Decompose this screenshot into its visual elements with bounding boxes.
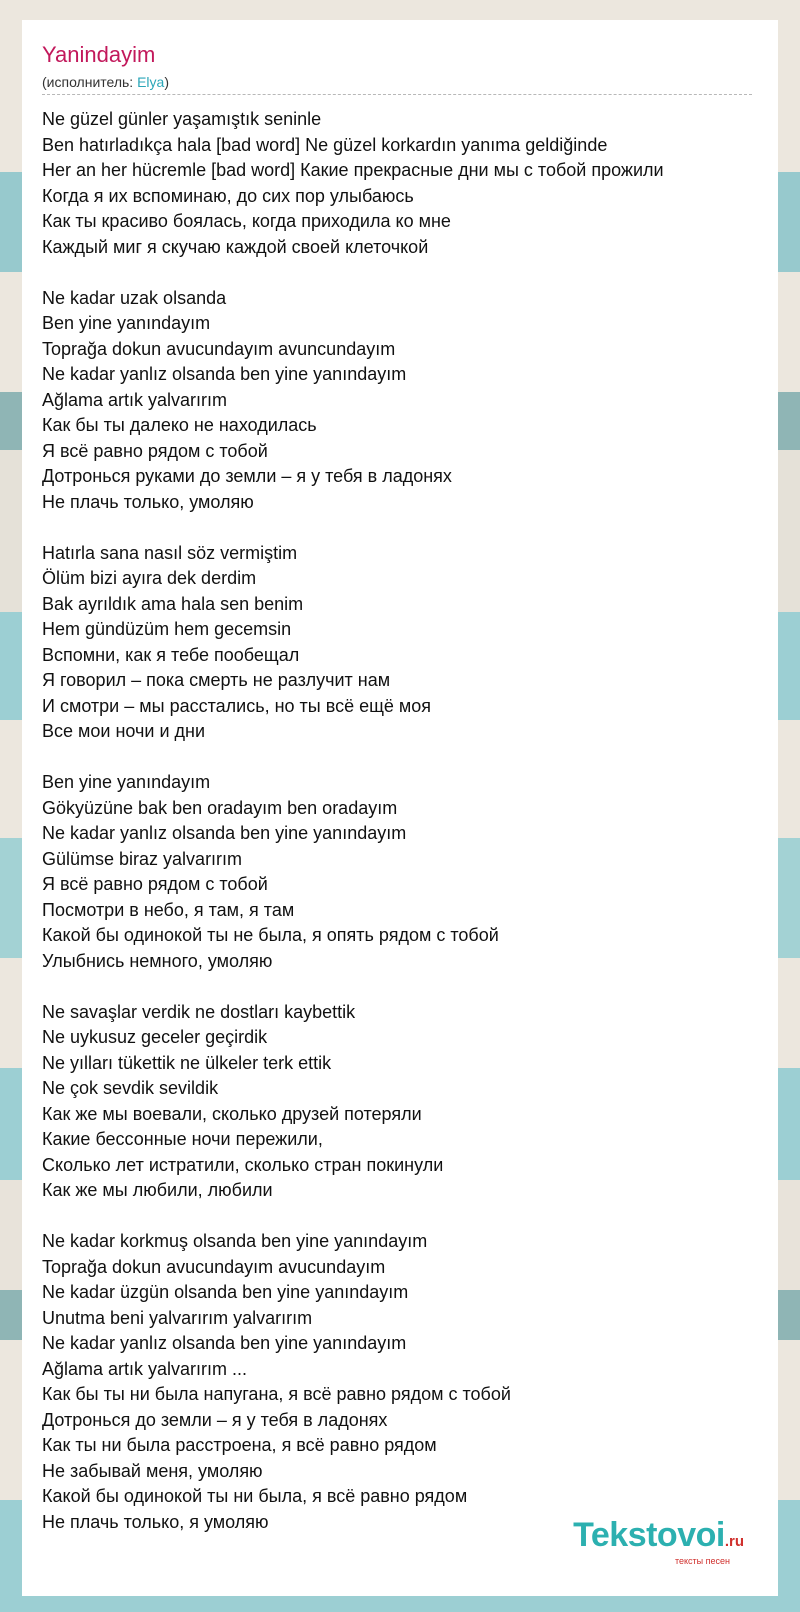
lyric-line: Как бы ты ни была напугана, я всё равно рядом с тобой [42, 1384, 511, 1404]
lyrics-card [22, 20, 778, 1596]
stanza-gap [42, 260, 758, 286]
lyric-line: Какой бы одинокой ты не была, я опять рядом с тобой [42, 925, 499, 945]
lyric-line: Hem gündüzüm hem gecemsin [42, 619, 292, 639]
lyric-line: Ne kadar uzak olsanda [42, 287, 227, 308]
logo-wordmark [573, 1518, 744, 1559]
lyric-line: И смотри – мы расстались, но ты всё ещё моя [42, 695, 432, 716]
lyric-line: Ne kadar korkmuş olsanda ben yine yanındayım [42, 1231, 428, 1251]
lyric-line: Hatırla sana nasıl söz vermiştim [42, 542, 298, 563]
lyric-line: Какой бы одинокой ты ни была, я всё равно рядом [42, 1486, 468, 1506]
lyric-line: Как же мы любили, любили [42, 1180, 273, 1200]
lyric-line: Улыбнись немного, умоляю [42, 950, 273, 971]
lyric-line: Я всё равно рядом с тобой [42, 440, 268, 461]
lyric-line: Когда я их вспоминаю, до сих пор улыбаюсь [42, 185, 414, 206]
lyric-line: Вспомни, как я тебе пообещал [42, 644, 300, 665]
site-logo[interactable] [573, 1518, 744, 1566]
stanza-gap [42, 1204, 758, 1230]
lyric-line: Ben yine yanındayım [42, 772, 211, 792]
lyric-line: Дотронься до земли – я у тебя в ладонях [42, 1409, 388, 1430]
artist-prefix: (исполнитель: [42, 74, 138, 90]
lyric-line: Я всё равно рядом с тобой [42, 874, 268, 894]
artist-suffix: ) [164, 74, 169, 90]
lyric-line: Не плачь только, я умоляю [42, 1511, 269, 1532]
lyric-line: Ne güzel günler yaşamıştık seninle [42, 109, 322, 129]
logo-tld: .ru [724, 1533, 744, 1550]
stanza-gap [42, 745, 758, 771]
lyric-line: Ne savaşlar verdik ne dostları kaybettik [42, 1001, 356, 1022]
logo-tagline: тексты песен [674, 1556, 730, 1566]
lyric-line: Как бы ты далеко не находилась [42, 415, 317, 435]
lyrics-body [42, 107, 758, 1535]
lyric-line: Ölüm bizi ayıra dek derdim [42, 568, 257, 588]
lyric-line: Как же мы воевали, сколько друзей потеряли [42, 1103, 422, 1124]
lyric-line: Ağlama artık yalvarırım ... [42, 1358, 248, 1379]
lyric-line: Я говорил – пока смерть не разлучит нам [42, 670, 391, 690]
stanza-gap [42, 974, 758, 1000]
lyric-line: Gökyüzüne bak ben oradayım ben oradayım [42, 797, 398, 818]
title-divider [42, 94, 752, 95]
lyric-line: Ne uykusuz geceler geçirdik [42, 1027, 268, 1047]
lyric-line: Ne kadar üzgün olsanda ben yine yanındayım [42, 1282, 409, 1302]
lyric-line: Gülümse biraz yalvarırım [42, 848, 243, 869]
lyric-line: Не забывай меня, умоляю [42, 1460, 263, 1481]
lyric-line: Ben hatırladıkça hala [bad word] Ne güzel korkardın yanıma geldiğinde [42, 134, 608, 155]
lyric-line: Дотронься руками до земли – я у тебя в ладонях [42, 466, 452, 486]
song-title: Yanindayim [42, 42, 156, 67]
lyric-line: Какие бессонные ночи пережили, [42, 1129, 323, 1149]
lyric-line: Посмотри в небо, я там, я там [42, 899, 295, 920]
lyric-line: Ne kadar yanlız olsanda ben yine yanındayım [42, 364, 407, 384]
lyric-line: Ne çok sevdik sevildik [42, 1078, 219, 1098]
lyric-line: Unutma beni yalvarırım yalvarırım [42, 1307, 313, 1328]
lyric-line: Ağlama artık yalvarırım [42, 389, 228, 410]
lyric-line: Her an her hücremle [bad word] Какие прекрасные дни мы с тобой прожили [42, 160, 664, 180]
lyric-line: Ne kadar yanlız olsanda ben yine yanındayım [42, 823, 407, 843]
lyric-line: Toprağa dokun avucundayım avucundayım [42, 1256, 386, 1277]
lyric-line: Как ты ни была расстроена, я всё равно рядом [42, 1435, 437, 1455]
lyric-line: Ne kadar yanlız olsanda ben yine yanındayım [42, 1333, 407, 1353]
stanza-gap [42, 515, 758, 541]
logo-name: Tekstovoi [573, 1516, 725, 1554]
lyric-line: Не плачь только, умоляю [42, 491, 254, 512]
lyric-line: Ben yine yanındayım [42, 313, 211, 333]
lyric-line: Каждый миг я скучаю каждой своей клеточкой [42, 236, 429, 257]
lyric-line: Все мои ночи и дни [42, 721, 206, 741]
artist-line [42, 74, 758, 90]
lyric-line: Toprağa dokun avucundayım avuncundayım [42, 338, 396, 359]
lyric-line: Bak ayrıldık ama hala sen benim [42, 593, 304, 614]
artist-link[interactable]: Elya [137, 74, 165, 90]
lyric-line: Сколько лет истратили, сколько стран покинули [42, 1154, 444, 1175]
lyric-line: Как ты красиво боялась, когда приходила ко мне [42, 211, 451, 231]
lyric-line: Ne yılları tükettik ne ülkeler terk ettik [42, 1052, 332, 1073]
